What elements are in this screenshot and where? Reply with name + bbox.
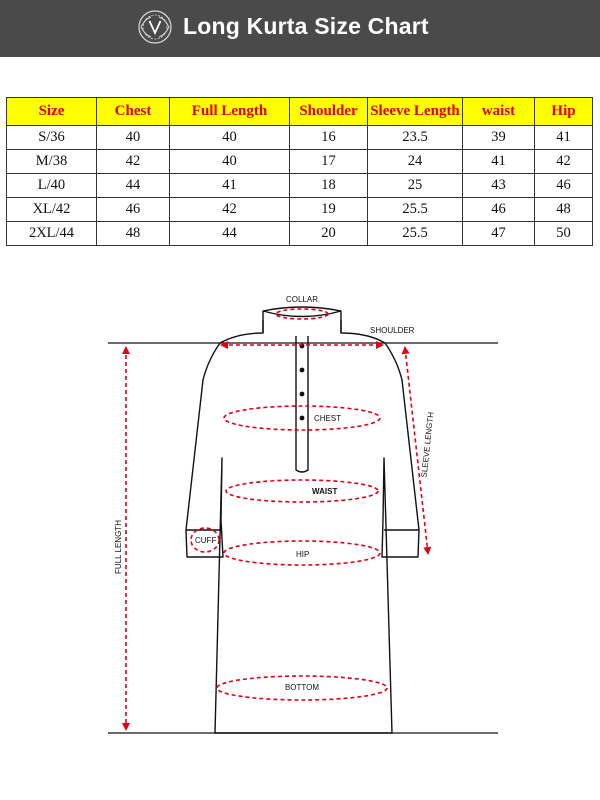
table-cell: L/40 [7, 174, 97, 198]
table-cell: 50 [535, 222, 593, 246]
table-cell: 46 [97, 198, 170, 222]
table-cell: 42 [97, 150, 170, 174]
column-header: Shoulder [290, 98, 368, 126]
table-cell: 24 [368, 150, 463, 174]
kurta-buttons [300, 344, 305, 421]
column-header: Chest [97, 98, 170, 126]
table-cell: 40 [170, 150, 290, 174]
shoulder-label: SHOULDER [370, 326, 415, 335]
table-cell: 46 [463, 198, 535, 222]
table-cell: 25.5 [368, 222, 463, 246]
table-cell: 42 [535, 150, 593, 174]
table-cell: 20 [290, 222, 368, 246]
table-cell: 44 [97, 174, 170, 198]
column-header: waist [463, 98, 535, 126]
table-cell: 17 [290, 150, 368, 174]
table-cell: 23.5 [368, 126, 463, 150]
table-cell: 19 [290, 198, 368, 222]
table-cell: 44 [170, 222, 290, 246]
waist-label: WAIST [312, 487, 338, 496]
table-cell: 48 [535, 198, 593, 222]
bottom-label: BOTTOM [284, 683, 320, 692]
sleeve-length-label: SLEEVE LENGTH [419, 411, 436, 478]
table-cell: 41 [535, 126, 593, 150]
full-length-label: FULL LENGTH [114, 520, 123, 574]
cuff-label: CUFF [195, 536, 217, 545]
table-cell: 40 [170, 126, 290, 150]
table-cell: 25.5 [368, 198, 463, 222]
table-cell: 16 [290, 126, 368, 150]
collar-label: COLLAR [285, 295, 319, 304]
column-header: Hip [535, 98, 593, 126]
waist-measure [226, 480, 378, 502]
table-cell: 18 [290, 174, 368, 198]
page-title: Long Kurta Size Chart [183, 13, 429, 39]
table-cell: S/36 [7, 126, 97, 150]
table-cell: 43 [463, 174, 535, 198]
column-header: Full Length [170, 98, 290, 126]
table-cell: XL/42 [7, 198, 97, 222]
table-cell: 40 [97, 126, 170, 150]
table-cell: 25 [368, 174, 463, 198]
table-cell: 47 [463, 222, 535, 246]
hip-label: HIP [296, 550, 310, 559]
table-cell: 48 [97, 222, 170, 246]
table-cell: M/38 [7, 150, 97, 174]
column-header: Size [7, 98, 97, 126]
table-cell: 46 [535, 174, 593, 198]
collar-measure [276, 309, 328, 319]
table-cell: 41 [463, 150, 535, 174]
table-cell: 42 [170, 198, 290, 222]
table-cell: 41 [170, 174, 290, 198]
column-header: Sleeve Length [368, 98, 463, 126]
chest-label: CHEST [314, 414, 342, 423]
table-cell: 39 [463, 126, 535, 150]
table-cell: 2XL/44 [7, 222, 97, 246]
